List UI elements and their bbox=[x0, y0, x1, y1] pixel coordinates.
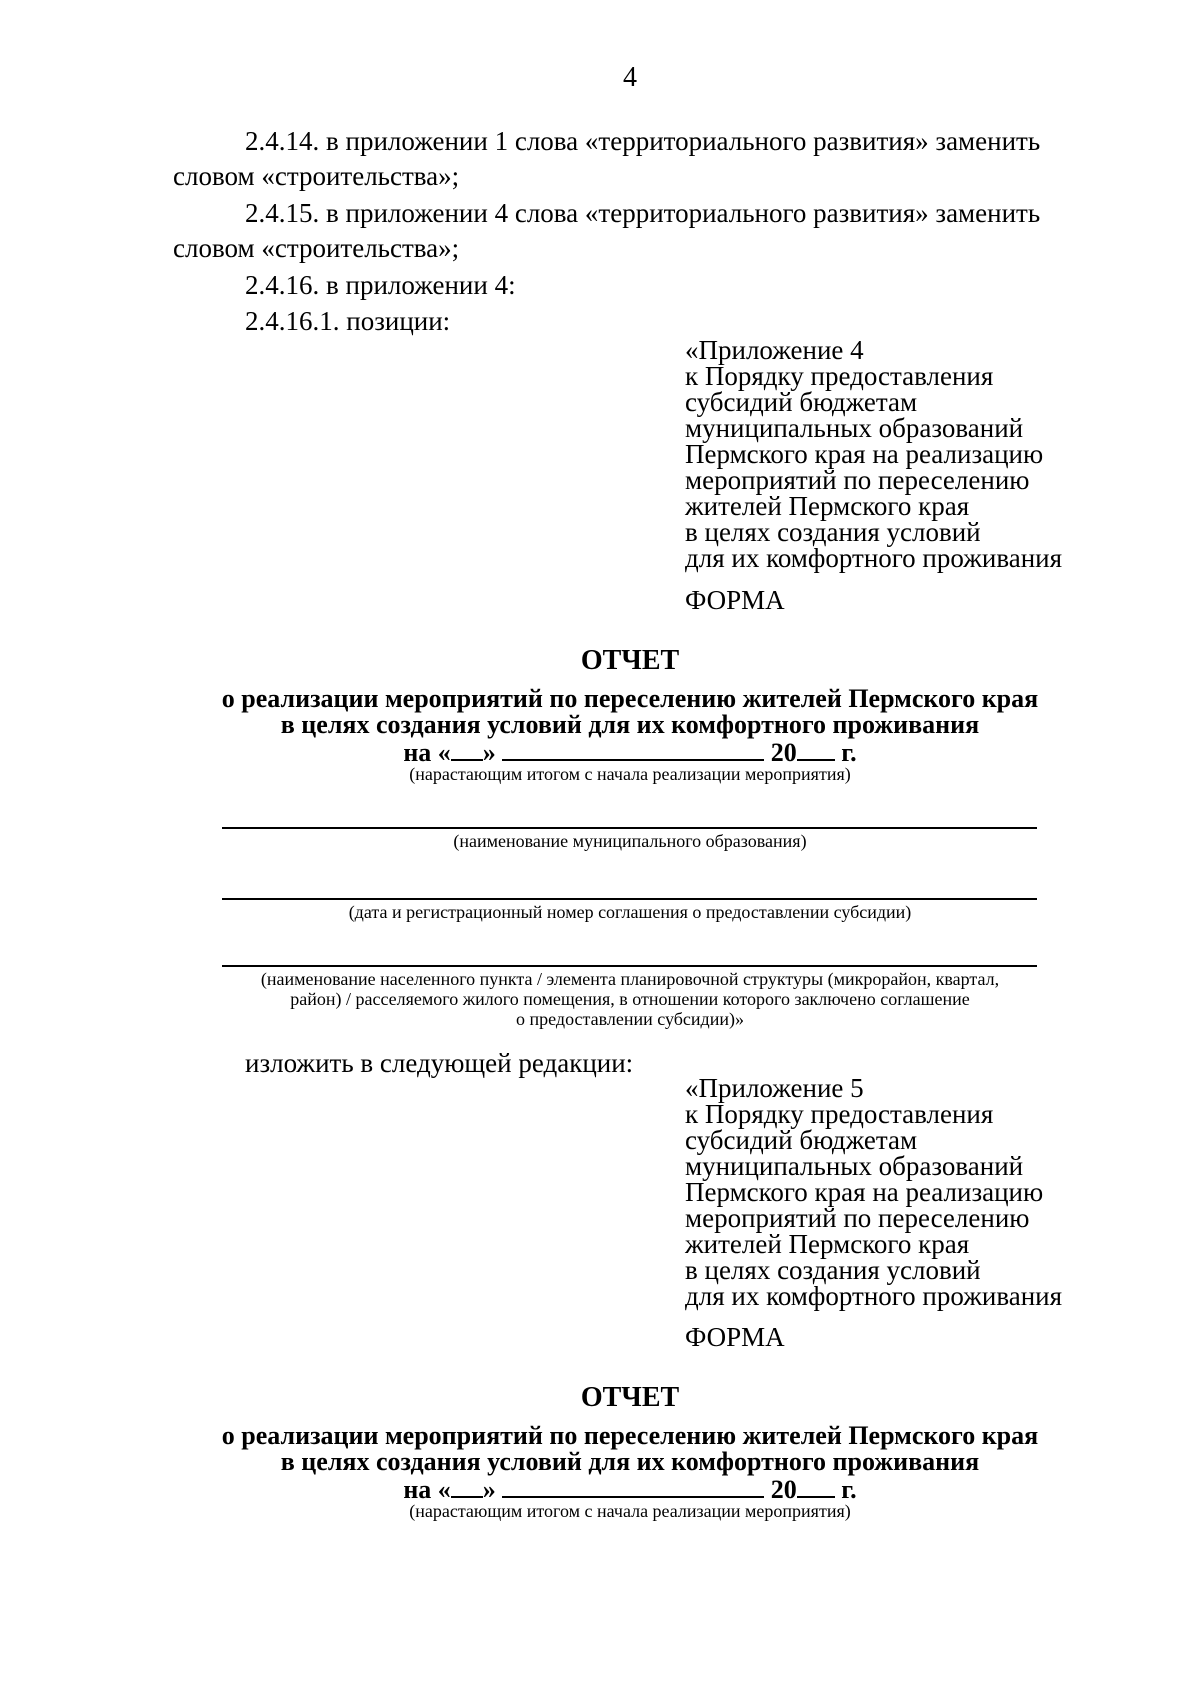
caption-settlement-line-2: район) / расселяемого жилого помещения, в отношении которого заключено соглашение bbox=[290, 989, 970, 1009]
appendix-line: муниципальных образований bbox=[685, 1151, 1024, 1181]
appendix-line: в целях создания условий bbox=[685, 517, 981, 547]
cumulative-note: (нарастающим итогом с начала реализации мероприятия) bbox=[409, 764, 851, 784]
forma-label: ФОРМА bbox=[685, 585, 785, 615]
caption-agreement: (дата и регистрационный номер соглашения о предоставлении субсидии) bbox=[348, 902, 912, 922]
municipality-line bbox=[222, 827, 1037, 829]
appendix-line: жителей Пермского края bbox=[685, 1229, 970, 1259]
appendix-line: мероприятий по переселению bbox=[685, 465, 1030, 495]
appendix-line: в целях создания условий bbox=[685, 1255, 981, 1285]
appendix-line: муниципальных образований bbox=[685, 413, 1024, 443]
paragraph-2-4-14: 2.4.14. в приложении 1 слова «территориального развития» заменить словом «строительства»; bbox=[173, 126, 1041, 191]
appendix-line: «Приложение 5 bbox=[685, 1073, 864, 1103]
month-blank bbox=[502, 737, 764, 761]
report-title: ОТЧЕТ bbox=[580, 645, 680, 676]
report-title: ОТЧЕТ bbox=[580, 1382, 680, 1413]
page-number: 4 bbox=[623, 62, 637, 93]
forma-label: ФОРМА bbox=[685, 1322, 785, 1352]
settlement-line bbox=[222, 965, 1037, 967]
appendix-line: к Порядку предоставления bbox=[685, 361, 994, 391]
date-suffix: г. bbox=[841, 738, 857, 767]
report-subtitle bbox=[0, 686, 1200, 738]
report-subtitle-line-1: о реализации мероприятий по переселению жителей Пермского края bbox=[221, 684, 1039, 713]
date-prefix: на « bbox=[403, 1475, 451, 1504]
caption-settlement-line-1: (наименование населенного пункта / элемента планировочной структуры (микрорайон, квартал, bbox=[260, 969, 1000, 989]
appendix-4-header bbox=[685, 337, 1155, 571]
date-mid: » bbox=[482, 1475, 496, 1504]
report-subtitle bbox=[0, 1423, 1200, 1475]
appendix-line: Пермского края на реализацию bbox=[685, 439, 1044, 469]
appendix-line: субсидий бюджетам bbox=[685, 1125, 918, 1155]
year-blank bbox=[797, 1474, 835, 1498]
agreement-line bbox=[222, 898, 1037, 900]
paragraph-replace: изложить в следующей редакции: bbox=[245, 1048, 634, 1078]
date-suffix: г. bbox=[841, 1475, 857, 1504]
report-subtitle-line-2: в целях создания условий для их комфортного проживания bbox=[280, 1447, 980, 1476]
report-subtitle-line-2: в целях создания условий для их комфортного проживания bbox=[280, 710, 980, 739]
year-blank bbox=[797, 737, 835, 761]
paragraph-2-4-16-1: 2.4.16.1. позиции: bbox=[245, 306, 451, 336]
paragraph-2-4-15: 2.4.15. в приложении 4 слова «территориального развития» заменить словом «строительства»; bbox=[173, 198, 1041, 263]
date-year: 20 bbox=[770, 738, 797, 767]
appendix-line: Пермского края на реализацию bbox=[685, 1177, 1044, 1207]
appendix-line: мероприятий по переселению bbox=[685, 1203, 1030, 1233]
day-blank bbox=[451, 1474, 483, 1498]
appendix-line: жителей Пермского края bbox=[685, 491, 970, 521]
caption-settlement bbox=[210, 969, 1050, 1029]
month-blank bbox=[502, 1474, 764, 1498]
appendix-line: субсидий бюджетам bbox=[685, 387, 918, 417]
appendix-line: для их комфортного проживания bbox=[685, 543, 1063, 573]
caption-settlement-line-3: о предоставлении субсидии)» bbox=[516, 1009, 744, 1029]
caption-municipality: (наименование муниципального образования) bbox=[453, 831, 807, 851]
date-prefix: на « bbox=[403, 738, 451, 767]
appendix-line: для их комфортного проживания bbox=[685, 1281, 1063, 1311]
date-year: 20 bbox=[770, 1475, 797, 1504]
appendix-line: к Порядку предоставления bbox=[685, 1099, 994, 1129]
cumulative-note: (нарастающим итогом с начала реализации мероприятия) bbox=[409, 1501, 851, 1521]
appendix-line: «Приложение 4 bbox=[685, 335, 864, 365]
appendix-5-header bbox=[685, 1075, 1155, 1309]
day-blank bbox=[451, 737, 483, 761]
paragraph-2-4-16: 2.4.16. в приложении 4: bbox=[245, 270, 516, 300]
date-mid: » bbox=[482, 738, 496, 767]
report-subtitle-line-1: о реализации мероприятий по переселению жителей Пермского края bbox=[221, 1421, 1039, 1450]
